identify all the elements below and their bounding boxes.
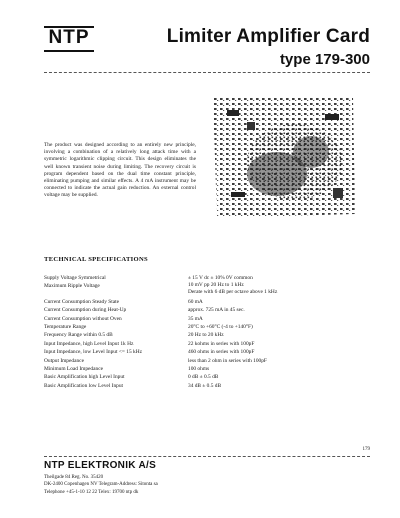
spec-label: Basic Amplification high Level Input: [44, 374, 125, 381]
spec-label: Output Impedance: [44, 357, 84, 364]
page-number: 179: [362, 447, 370, 452]
spec-label: Basic Amplification low Level Input: [44, 382, 124, 389]
spec-row: [44, 298, 374, 306]
product-description: The product was designed according to an entirely new principle, involving a combination of a relatively long attack time with a symmetric logarithmic clipping circuit. This design eliminates the well known transient noise during limiting. The recovery circuit is program dependent based on the dual time constant principle, eliminating pumping and similar effects. A 4 mA instrument may be connected to indicate the actual gain reduction. An external control voltage may be supplied.: [44, 142, 196, 199]
spec-row: [44, 340, 374, 348]
spec-label: Minimum Load Impedance: [44, 365, 103, 372]
spec-value: 100 ohms: [188, 365, 210, 372]
company-address: [44, 474, 158, 496]
spec-value: 10 mV pp 20 Hz to 1 kHz: [188, 282, 244, 289]
spec-value: 34 dB ± 0.5 dB: [188, 382, 222, 389]
spec-value: 22 kohms in series with 100pF: [188, 340, 255, 347]
specs-heading: TECHNICAL SPECIFICATIONS: [44, 256, 148, 263]
spec-value: 20°C to +60°C (-4 to +140°F): [188, 323, 253, 330]
spec-label: Current Consumption during Heat-Up: [44, 307, 127, 314]
spec-row: [44, 365, 374, 373]
spec-label: Input Impedance, low Level Input <= 15 kHz: [44, 349, 142, 356]
spec-value: ± 15 V dc ± 10% 0V common: [188, 275, 253, 281]
specs-table: [44, 274, 374, 390]
company-logo: NTP: [44, 26, 94, 52]
spec-value: 20 Hz to 20 kHz: [188, 332, 224, 339]
spec-value: 35 mA: [188, 315, 203, 322]
spec-value: 60 mA: [188, 298, 203, 305]
spec-value: less than 2 ohm in series with 100pF: [188, 357, 267, 364]
spec-row: [44, 331, 374, 339]
bottom-divider: [44, 456, 370, 457]
spec-label: Current Consumption Steady State: [44, 298, 120, 305]
page-title: Limiter Amplifier Card: [166, 26, 370, 47]
spec-value-group: [188, 282, 374, 297]
address-line: Telephone +45-1-10 12 22 Telex: 19700 ntp dk: [44, 489, 139, 495]
spec-label: Temperature Range: [44, 323, 87, 330]
page-subtitle: type 179-300: [279, 51, 370, 68]
spec-label: Frequency Range within 0.5 dB: [44, 332, 113, 339]
spec-label: Input Impedance, high Level Input 1k Hz: [44, 340, 134, 347]
address-line: DK-2400 Copenhagen NV Telegram-Address: Sitonta sa: [44, 482, 158, 488]
spec-value: 460 ohms in series with 100pF: [188, 349, 255, 356]
top-divider: [44, 72, 370, 73]
address-line: Theilgade 84 Reg. No. 35420: [44, 475, 104, 480]
header-title-block: [167, 26, 370, 68]
spec-value-note: Derate with 6 dB per octave above 1 kHz: [188, 289, 278, 296]
spec-row: [44, 306, 374, 314]
spec-label: Current Consumption without Oven: [44, 315, 122, 322]
spec-row: [44, 323, 374, 331]
spec-label: Supply Voltage Symmetrical: [44, 275, 106, 281]
spec-value: 0 dB ± 0.5 dB: [188, 374, 219, 381]
spec-value: approx. 725 mA in 45 sec.: [188, 307, 245, 314]
spec-row: [44, 357, 374, 365]
spec-label: Maximum Ripple Voltage: [44, 283, 100, 290]
spec-row: [44, 348, 374, 356]
product-photo: [207, 92, 357, 222]
spec-row: [44, 382, 374, 390]
spec-row: [44, 373, 374, 381]
spec-row: [44, 315, 374, 323]
spec-row: [44, 274, 374, 282]
spec-row: [44, 282, 374, 297]
company-name: NTP ELEKTRONIK A/S: [44, 460, 157, 471]
